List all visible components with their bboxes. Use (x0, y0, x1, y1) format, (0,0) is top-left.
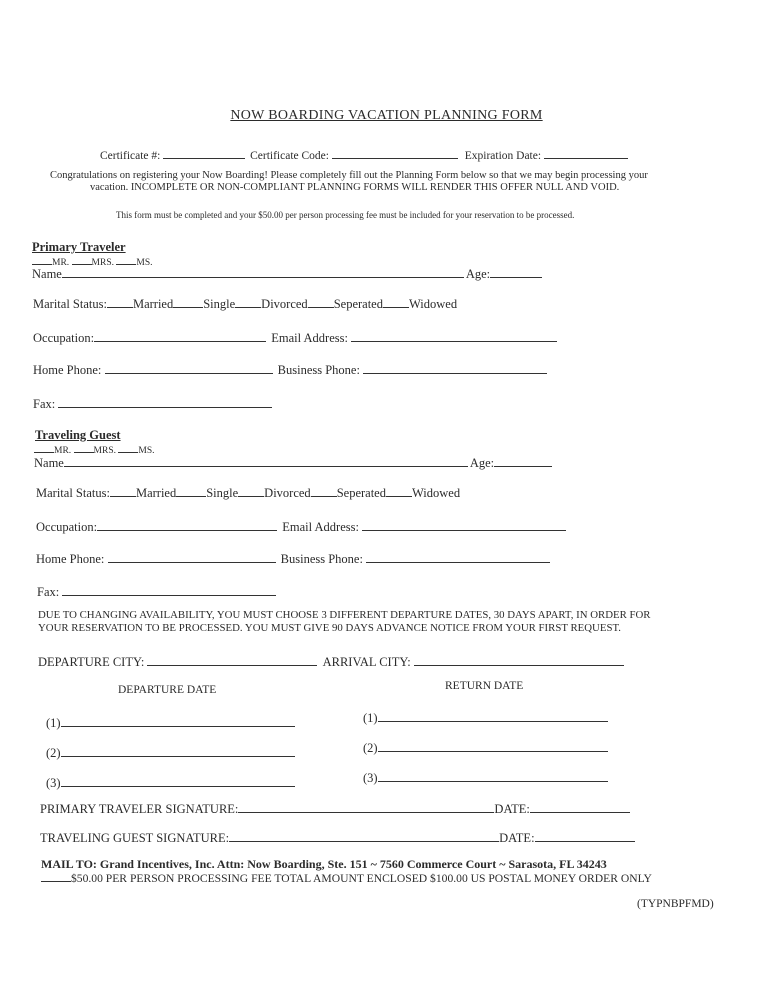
return-date-3 (363, 771, 608, 786)
primary-name-label: Name (32, 267, 62, 281)
primary-married-check[interactable] (107, 297, 133, 308)
primary-widowed-check[interactable] (383, 297, 409, 308)
guest-marital-label: Marital Status: (36, 486, 110, 500)
primary-mr-label: MR. (52, 258, 70, 268)
primary-email-field[interactable] (351, 331, 557, 342)
departure-date-1-field[interactable] (61, 716, 295, 727)
return-date-2 (363, 741, 608, 756)
primary-heading: Primary Traveler (32, 240, 126, 254)
fee-line-text: $50.00 PER PERSON PROCESSING FEE TOTAL AMOUNT ENCLOSED $100.00 US POSTAL MONEY ORDER ONLY (71, 872, 652, 885)
guest-single-check[interactable] (176, 486, 206, 497)
primary-home-phone-field[interactable] (105, 363, 273, 374)
guest-occupation-row (36, 520, 566, 535)
departure-date-3 (46, 776, 295, 791)
city-row (38, 655, 624, 670)
guest-widowed-check[interactable] (386, 486, 412, 497)
primary-single-check[interactable] (173, 297, 203, 308)
guest-business-phone-label: Business Phone: (280, 552, 363, 566)
guest-married-check[interactable] (110, 486, 136, 497)
arrival-city-field[interactable] (414, 655, 624, 666)
departure-date-1 (46, 716, 295, 731)
primary-phone-row (33, 363, 547, 378)
guest-occupation-field[interactable] (97, 520, 277, 531)
guest-fax-label: Fax: (37, 585, 60, 599)
form-title (0, 108, 773, 124)
return-date-heading: RETURN DATE (445, 680, 524, 692)
primary-fax-label: Fax: (33, 397, 56, 411)
guest-age-label: Age: (469, 456, 495, 470)
guest-home-phone-field[interactable] (108, 552, 276, 563)
guest-married-label: Married (135, 486, 177, 500)
return-date-1 (363, 711, 608, 726)
guest-single-label: Single (206, 486, 239, 500)
guest-marital-row (36, 486, 460, 501)
return-date-3-field[interactable] (378, 771, 608, 782)
guest-name-field[interactable] (64, 456, 468, 467)
primary-date-label: DATE: (494, 802, 530, 816)
fee-note: This form must be completed and your $50.00 per person processing fee must be included for your reservation to be processed. (116, 210, 575, 220)
primary-occupation-label: Occupation: (33, 331, 95, 345)
guest-business-phone-field[interactable] (366, 552, 550, 563)
certificate-row (100, 148, 628, 162)
expiration-field[interactable] (544, 148, 628, 159)
primary-marital-row (33, 297, 457, 312)
primary-married-label: Married (132, 297, 174, 311)
guest-fax-row (37, 585, 276, 600)
intro-line-1: Congratulations on registering your Now Boarding! Please completely fill out the Planning Form below so that we may begin processing your (50, 170, 648, 181)
departure-date-2-field[interactable] (61, 746, 295, 757)
primary-signature-row (40, 802, 630, 817)
guest-mrs-check[interactable] (74, 442, 94, 453)
departure-date-2-label: (2) (46, 746, 61, 760)
primary-ms-check[interactable] (116, 254, 136, 265)
primary-fax-row (33, 397, 272, 412)
certificate-field[interactable] (163, 148, 245, 159)
primary-ms-label: MS. (136, 258, 153, 268)
primary-name-row (32, 267, 542, 282)
notice-line-2: YOUR RESERVATION TO BE PROCESSED. YOU MUST GIVE 90 DAYS ADVANCE NOTICE FROM YOUR FIRST REQUEST. (38, 622, 621, 634)
guest-occupation-label: Occupation: (36, 520, 98, 534)
arrival-city-label: ARRIVAL CITY: (322, 655, 411, 669)
return-date-1-label: (1) (363, 711, 378, 725)
primary-age-field[interactable] (490, 267, 542, 278)
departure-date-1-label: (1) (46, 716, 61, 730)
departure-city-label: DEPARTURE CITY: (38, 655, 145, 669)
guest-mrs-label: MRS. (93, 446, 116, 456)
primary-occupation-field[interactable] (94, 331, 266, 342)
mail-to-address: MAIL TO: Grand Incentives, Inc. Attn: Now Boarding, Ste. 151 ~ 7560 Commerce Court ~ Sarasota, FL 34243 (41, 857, 607, 871)
primary-business-phone-field[interactable] (363, 363, 547, 374)
departure-city-field[interactable] (147, 655, 317, 666)
guest-signature-row (40, 831, 635, 846)
guest-fax-field[interactable] (62, 585, 276, 596)
primary-mrs-label: MRS. (91, 258, 114, 268)
guest-signature-label: TRAVELING GUEST SIGNATURE: (40, 831, 230, 845)
guest-seperated-label: Seperated (336, 486, 386, 500)
departure-date-3-label: (3) (46, 776, 61, 790)
guest-signature-field[interactable] (229, 831, 499, 842)
primary-fax-field[interactable] (58, 397, 272, 408)
guest-prefix-row (34, 442, 154, 456)
guest-ms-check[interactable] (118, 442, 138, 453)
primary-seperated-label: Seperated (333, 297, 383, 311)
primary-widowed-label: Widowed (408, 297, 458, 311)
departure-date-3-field[interactable] (61, 776, 295, 787)
return-date-3-label: (3) (363, 771, 378, 785)
guest-mr-label: MR. (54, 446, 72, 456)
intro-line-2: vacation. INCOMPLETE OR NON-COMPLIANT PLANNING FORMS WILL RENDER THIS OFFER NULL AND VOID. (90, 182, 620, 193)
certificate-code-label: Certificate Code: (250, 150, 329, 162)
primary-date-field[interactable] (530, 802, 630, 813)
guest-heading: Traveling Guest (35, 428, 121, 442)
certificate-label: Certificate #: (100, 150, 161, 162)
primary-marital-label: Marital Status: (33, 297, 107, 311)
certificate-code-field[interactable] (332, 148, 458, 159)
departure-date-2 (46, 746, 295, 761)
guest-email-label: Email Address: (282, 520, 359, 534)
primary-email-label: Email Address: (271, 331, 348, 345)
primary-seperated-check[interactable] (308, 297, 334, 308)
primary-divorced-label: Divorced (261, 297, 308, 311)
guest-email-field[interactable] (362, 520, 566, 531)
primary-occupation-row (33, 331, 557, 346)
primary-business-phone-label: Business Phone: (277, 363, 360, 377)
money-order-check[interactable] (41, 871, 71, 882)
form-code: (TYPNBPFMD) (637, 898, 714, 910)
guest-date-field[interactable] (535, 831, 635, 842)
guest-phone-row (36, 552, 550, 567)
form-title-text: NOW BOARDING VACATION PLANNING FORM (230, 108, 543, 123)
primary-single-label: Single (203, 297, 236, 311)
guest-divorced-label: Divorced (264, 486, 311, 500)
primary-prefix-row (32, 254, 152, 268)
notice-line-1: DUE TO CHANGING AVAILABILITY, YOU MUST CHOOSE 3 DIFFERENT DEPARTURE DATES, 30 DAYS APART, IN ORDER FOR (38, 609, 651, 621)
primary-signature-label: PRIMARY TRAVELER SIGNATURE: (40, 802, 239, 816)
guest-seperated-check[interactable] (311, 486, 337, 497)
fee-line (41, 871, 652, 885)
return-date-2-label: (2) (363, 741, 378, 755)
primary-name-field[interactable] (62, 267, 464, 278)
return-date-1-field[interactable] (378, 711, 608, 722)
guest-date-label: DATE: (499, 831, 535, 845)
guest-name-row (34, 456, 552, 471)
primary-age-label: Age: (465, 267, 491, 281)
primary-home-phone-label: Home Phone: (33, 363, 102, 377)
guest-divorced-check[interactable] (238, 486, 264, 497)
primary-divorced-check[interactable] (235, 297, 261, 308)
guest-home-phone-label: Home Phone: (36, 552, 105, 566)
expiration-label: Expiration Date: (464, 150, 542, 162)
guest-ms-label: MS. (138, 446, 155, 456)
primary-mrs-check[interactable] (72, 254, 92, 265)
guest-name-label: Name (34, 456, 64, 470)
departure-date-heading: DEPARTURE DATE (118, 684, 217, 696)
guest-widowed-label: Widowed (411, 486, 461, 500)
primary-signature-field[interactable] (238, 802, 494, 813)
return-date-2-field[interactable] (378, 741, 608, 752)
guest-mr-check[interactable] (34, 442, 54, 453)
primary-mr-check[interactable] (32, 254, 52, 265)
guest-age-field[interactable] (494, 456, 552, 467)
